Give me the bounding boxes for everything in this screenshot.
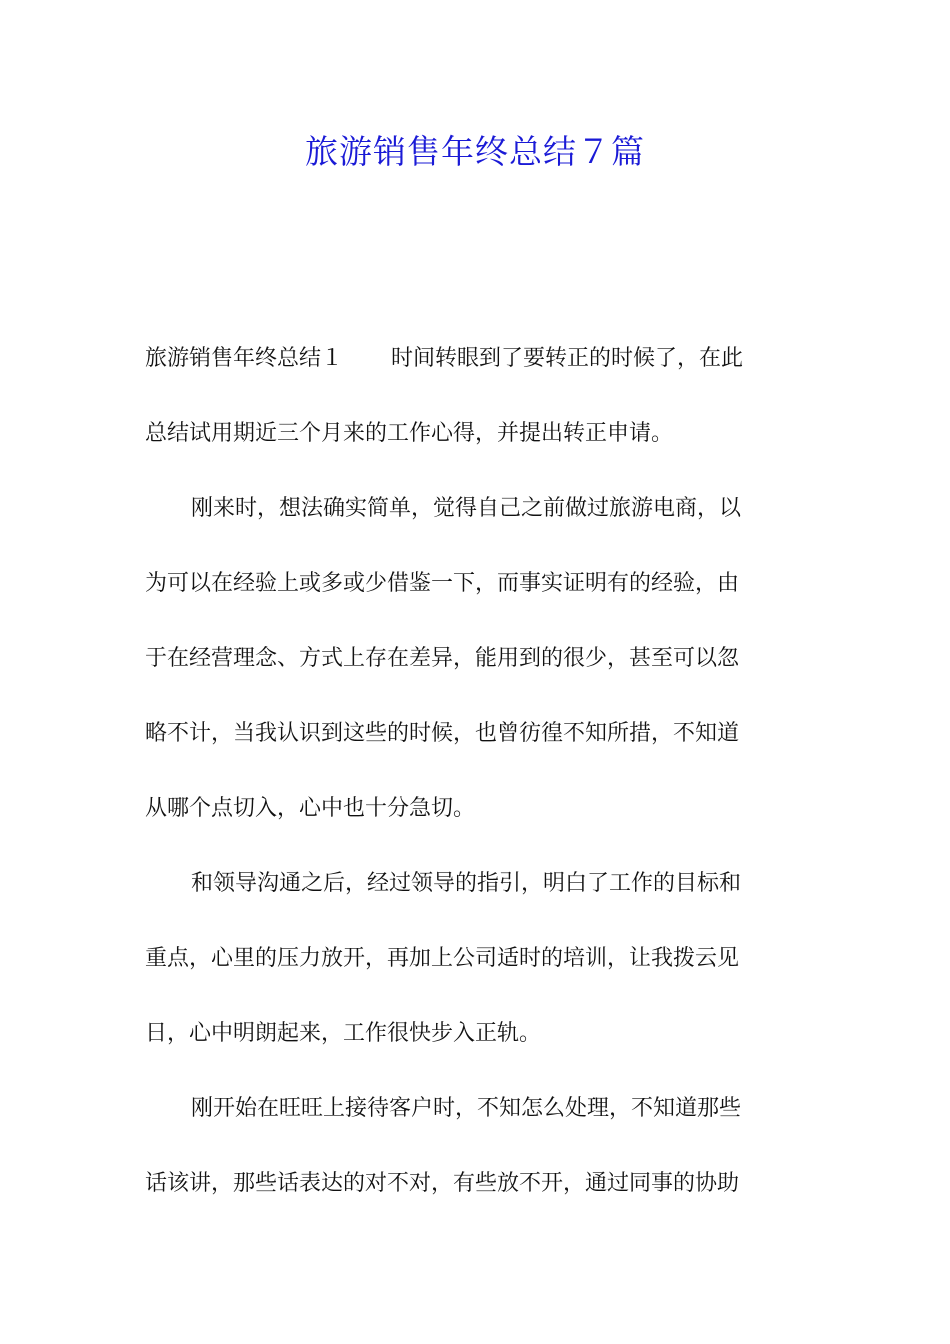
paragraph-line: 刚来时，想法确实简单，觉得自己之前做过旅游电商，以 [191, 496, 742, 521]
paragraph-line: 刚开始在旺旺上接待客户时，不知怎么处理，不知道那些 [191, 1096, 742, 1121]
section-heading: 旅游销售年终总结１ [145, 346, 344, 371]
paragraph-line: 日，心中明朗起来，工作很快步入正轨。 [145, 1021, 542, 1046]
paragraph-line: 话该讲，那些话表达的对不对，有些放不开，通过同事的协助 [145, 1171, 740, 1196]
document-title: 旅游销售年终总结７篇 [305, 132, 645, 171]
paragraph-line: 为可以在经验上或多或少借鉴一下，而事实证明有的经验，由 [145, 571, 740, 596]
paragraph-line: 重点，心里的压力放开，再加上公司适时的培训，让我拨云见 [145, 946, 740, 971]
paragraph-line: 和领导沟通之后，经过领导的指引，明白了工作的目标和 [191, 871, 742, 896]
paragraph-line: 从哪个点切入，心中也十分急切。 [145, 796, 476, 821]
paragraph-line: 总结试用期近三个月来的工作心得，并提出转正申请。 [145, 421, 674, 446]
paragraph-line [145, 339, 815, 379]
line-text: 时间转眼到了要转正的时候了，在此 [391, 346, 744, 371]
paragraph-line: 略不计，当我认识到这些的时候，也曾彷徨不知所措，不知道 [145, 721, 740, 746]
paragraph-line: 于在经营理念、方式上存在差异，能用到的很少，甚至可以忽 [145, 646, 740, 671]
